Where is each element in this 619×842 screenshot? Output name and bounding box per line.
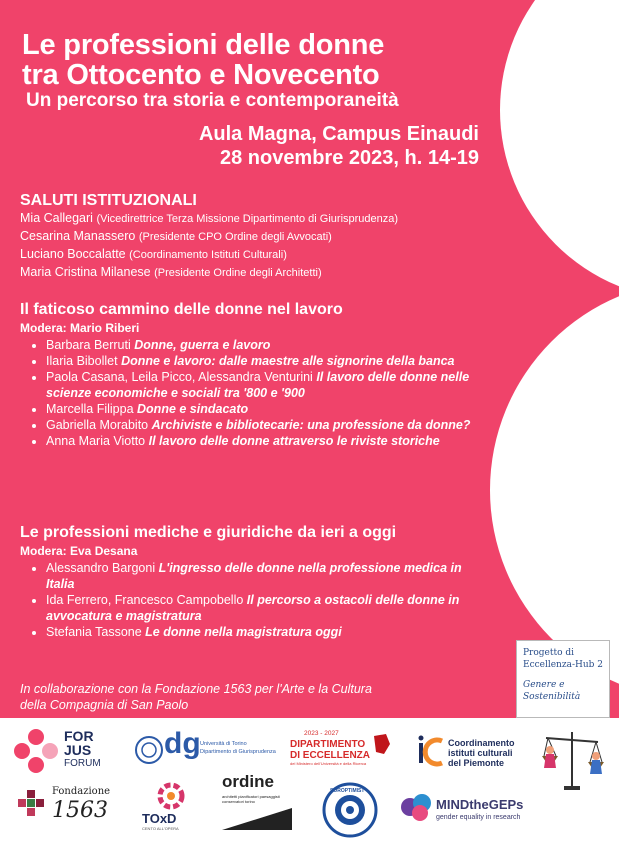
talk-title: Archiviste e bibliotecarie: una professione da donne?	[151, 418, 471, 432]
ordine-mark: ordine	[222, 772, 274, 791]
toxd-logo[interactable]	[142, 781, 202, 831]
collaboration-line: della Compagnia di San Paolo	[20, 698, 189, 712]
justice-scale-illustration	[538, 728, 606, 792]
coordinamento-logo[interactable]	[418, 735, 528, 771]
forjus-text: FORUM	[64, 758, 101, 769]
talk-speaker: Marcella Filippa	[46, 402, 134, 416]
greeting-item	[20, 210, 398, 228]
venue-place: Aula Magna, Campus Einaudi	[198, 123, 479, 145]
greeting-name: Luciano Boccalatte	[20, 247, 126, 261]
greeting-role: (Coordinamento Istituti Culturali)	[129, 249, 287, 261]
eccellenza-years: 2023 - 2027	[304, 730, 339, 737]
ordine-graphic-icon	[222, 808, 292, 830]
forjus-logo[interactable]	[12, 727, 122, 775]
coordinamento-line: istituti culturali	[448, 748, 513, 758]
eccellenza-line: del Ministero dell'Università e della Ricerca	[290, 761, 367, 766]
collaboration-line: In collaborazione con la Fondazione 1563 per l'Arte e la Cultura	[20, 682, 372, 696]
talk-item	[46, 337, 486, 353]
greeting-item	[20, 228, 398, 246]
talk-title: Donne e lavoro: dalle maestre alle signorine della banca	[121, 354, 455, 368]
toxd-ring-icon	[156, 781, 186, 811]
greeting-role: (Presidente Ordine degli Architetti)	[154, 267, 322, 279]
session2-moderator: Modera: Eva Desana	[20, 544, 138, 558]
title-line-1: Le professioni delle donne	[22, 29, 385, 61]
forjus-flower-icon	[12, 727, 60, 775]
dg-unito-logo[interactable]	[134, 727, 274, 773]
eccellenza-line: DIPARTIMENTO	[290, 739, 366, 750]
fondazione-1563-logo[interactable]	[18, 786, 128, 826]
greetings-heading: SALUTI ISTITUZIONALI	[20, 192, 197, 209]
unito-seal-icon	[134, 735, 164, 765]
hub-line: Sostenibilità	[523, 692, 581, 702]
talk-speaker: Anna Maria Viotto	[46, 434, 146, 448]
toxd-mark: TOxD	[142, 811, 177, 826]
collaboration-note	[20, 681, 372, 713]
fondazione-year: 1563	[52, 798, 108, 823]
talk-speaker: Paola Casana, Leila Picco, Alessandra Venturini	[46, 370, 313, 384]
hub-line: Eccellenza-Hub 2	[523, 660, 603, 670]
forjus-text: FOR	[64, 728, 94, 744]
toxd-sub: CENTO ALL'OPERA	[142, 826, 179, 831]
talk-title: Donne e sindacato	[137, 402, 249, 416]
greeting-name: Cesarina Manassero	[20, 229, 136, 243]
talk-speaker: Gabriella Morabito	[46, 418, 149, 432]
greeting-role: (Vicedirettrice Terza Missione Dipartimento di Giurisprudenza)	[96, 213, 399, 225]
venue-block	[199, 122, 479, 170]
talk-speaker: Stefania Tassone	[46, 625, 142, 639]
forjus-text: JUS	[64, 742, 92, 758]
soroptimist-logo[interactable]	[322, 782, 378, 838]
talk-item	[46, 624, 486, 640]
session1-talks	[28, 337, 486, 449]
mindthegeps-mark: MINDtheGEPs	[436, 797, 524, 812]
hub-project-box	[516, 640, 610, 718]
talk-title: Le donne nella magistratura oggi	[145, 625, 342, 639]
greeting-item	[20, 246, 398, 264]
talk-title: Donne, guerra e lavoro	[134, 338, 271, 352]
talk-item	[46, 433, 486, 449]
hub-line: Progetto di	[523, 648, 575, 658]
mindthegeps-sub: gender equality in research	[436, 814, 521, 821]
dg-mark: dg	[164, 727, 201, 760]
greeting-name: Maria Cristina Milanese	[20, 265, 151, 279]
talk-speaker: Ida Ferrero, Francesco Campobello	[46, 593, 244, 607]
fondazione-cross-icon	[18, 790, 44, 820]
page-title	[22, 30, 384, 90]
greeting-item	[20, 264, 398, 282]
talk-item	[46, 417, 486, 433]
greeting-role: (Presidente CPO Ordine degli Avvocati)	[138, 231, 332, 243]
ordine-sub: architetti pianificatori paesaggisti conservatori torino	[222, 794, 280, 804]
eccellenza-line: DI ECCELLENZA	[290, 750, 370, 761]
talk-title: L'ingresso delle donne nella professione medica in Italia	[46, 561, 462, 591]
dg-line2: Dipartimento di Giurisprudenza	[200, 749, 276, 755]
talk-item	[46, 592, 486, 624]
talk-title: Il lavoro delle donne nelle scienze economiche e sociali tra '800 e '900	[46, 370, 470, 400]
talk-item	[46, 401, 486, 417]
eccellenza-logo[interactable]	[284, 730, 394, 770]
talk-item	[46, 353, 486, 369]
session2-talks	[28, 560, 486, 640]
greeting-name: Mia Callegari	[20, 211, 93, 225]
talk-title: Il percorso a ostacoli delle donne in avvocatura e magistratura	[46, 593, 460, 623]
talk-speaker: Ilaria Bibollet	[46, 354, 118, 368]
fondazione-label: Fondazione	[52, 786, 111, 797]
talk-speaker: Alessandro Bargoni	[46, 561, 156, 575]
greetings-list	[20, 210, 398, 282]
coordinamento-line: del Piemonte	[448, 758, 505, 768]
session2-heading: Le professioni mediche e giuridiche da ieri a oggi	[20, 524, 397, 541]
ordine-architetti-logo[interactable]	[222, 772, 302, 830]
venue-date: 28 novembre 2023, h. 14-19	[219, 147, 479, 169]
talk-item	[46, 560, 486, 592]
talk-speaker: Barbara Berruti	[46, 338, 131, 352]
eccellenza-seal-icon	[370, 732, 392, 756]
subtitle: Un percorso tra storia e contemporaneità	[26, 90, 399, 111]
coordinamento-mark-icon	[418, 735, 444, 769]
mindthegeps-logo[interactable]	[400, 793, 550, 829]
session1-heading: Il faticoso cammino delle donne nel lavoro	[20, 301, 343, 318]
hub-line: Genere e	[523, 680, 565, 690]
mindthegeps-bubble-icon	[400, 793, 434, 823]
session1-moderator: Modera: Mario Riberi	[20, 321, 140, 335]
dg-line1: Università di Torino	[200, 741, 247, 747]
talk-title: Il lavoro delle donne attraverso le riviste storiche	[148, 434, 440, 448]
soroptimist-text: SOROPTIMIST	[330, 788, 365, 794]
coordinamento-line: Coordinamento	[448, 738, 515, 748]
title-line-2: tra Ottocento e Novecento	[22, 59, 380, 91]
talk-item	[46, 369, 486, 401]
